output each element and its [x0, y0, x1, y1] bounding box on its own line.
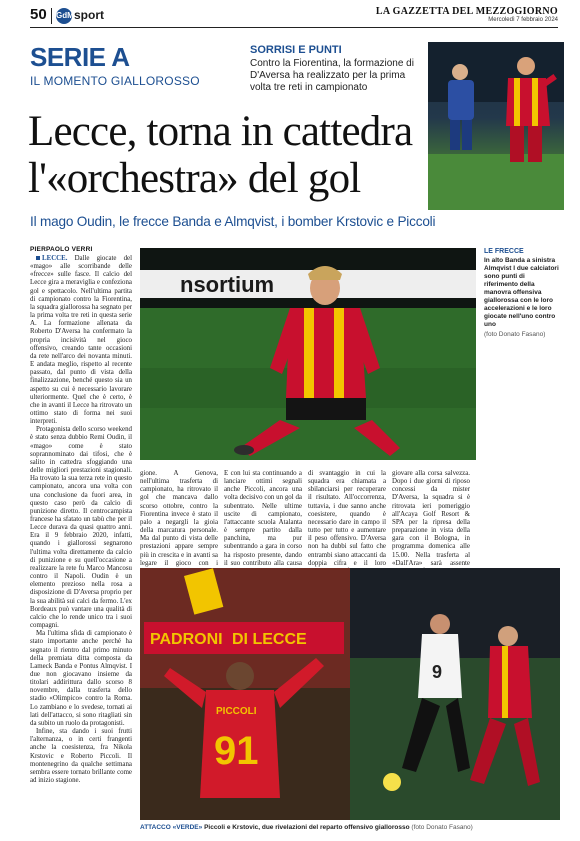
article-column-b1: gione. A Genova, nell'ultima trasferta di campionato, ha ritrovato il gol che mancava dallo scorso ottobre, contro la Fiorentina invece è stato il palo a negargli la gioia della marcatura personale. Ma dal punto di vista delle prestazioni appare sempre più in crescita e in avanti sa legare il gioco con i [140, 470, 218, 567]
article-column-left [30, 255, 132, 830]
celebration-illustration [428, 42, 564, 210]
caption-title: LE FRECCE [484, 248, 524, 255]
bottom-caption-body: Piccoli e Krstovic, due rivelazioni del reparto offensivo giallorosso [204, 824, 410, 831]
main-photo-caption [484, 248, 560, 339]
dateline: LECCE. [42, 255, 68, 262]
jersey-name: PICCOLI [216, 706, 257, 717]
paragraph-marker-icon [36, 256, 40, 260]
paragraph-2: Protagonista dello scorso weekend è stato senza dubbio Remi Oudin, il «mago» come è stato soprannominato dai tifosi, che è salito in cattedra sfoggiando una delle migliori prestazioni stagionali. Ha trovato la sua terza rete in questo campionato, ancora una volta con una conclusione da fuori area, in questo caso però da calcio di punizione diretto. Il centrocampista francese ha sfatato un tabù che per il Lecce durava da quasi quattro anni. Era il 9 febbraio 2020, infatti, quando i giallorossi segnarono l'ultima volta direttamente da calcio di punizione e su quell'occasione a realizzare la rete fu Marco Mancosu contro il Napoli. Oudin è un elemento prezioso nella rosa a disposizione di D'Aversa proprio per la sua abilità sui calci da fermo. L'ex Bordeaux può vantare una qualità di calcio che lo rende unico tra i suoi compagni. [30, 426, 132, 630]
caption-body: In alto Banda a sinistra Almqvist I due calciatori sono punti di riferimento della manovra offensiva giallorossa con le loro accelerazioni e le loro giocate nell'uno contro uno [484, 257, 559, 328]
kneeling-player-illustration [140, 248, 476, 460]
stadium-banner-text: nsortium [180, 272, 275, 297]
bottom-caption-title: ATTACCO «VERDE» [140, 824, 203, 831]
paragraph-1 [30, 255, 132, 426]
issue-date: Mercoledì 7 febbraio 2024 [488, 17, 558, 23]
bottom-caption-credit: (foto Donato Fasano) [411, 824, 473, 831]
main-photo-kneeling-player [140, 248, 476, 460]
top-photo-celebration [428, 42, 564, 210]
opponent-jersey-number: 9 [432, 662, 443, 682]
paragraph-1-text: Dalle giocate del «mago» alle scorribande delle «frecce» sulle fasce. Il calcio del Lecce gira a meraviglia e confeziona gol e spettacolo. Nell'ultima partita di campionato contro la Fiorentina, la squadra giallorossa ha segnato per la prima volta tre reti in questa serie A. La formazione allenata da Roberto D'Aversa ha confermato la propria incisività nel gioco offensivo, creando tante occasioni da rete nell'arco dei novanta minuti. E andata meglio, rispetto al recente passato, dal punto di vista della finalizzazione, benché questo sia un aspetto su cui è necessario lavorare ulteriormente. Quel che è certo, è che in avanti il Lecce ha ritrovato un ottimo stato di forma nei suoi interpreti. [30, 255, 132, 426]
caption-credit: (foto Donato Fasano) [484, 331, 546, 338]
paragraph-4: Infine, sta dando i suoi frutti l'alternanza, o in certi frangenti anche la coesistenza, fra Nikola Krstovic e Roberto Piccoli. Il montenegrino da qualche settimana sembra essere tornato brillante come ad inizio stagione. [30, 728, 132, 784]
kicker-box [250, 44, 420, 94]
crowd-banner-text: PADRONI [150, 631, 223, 648]
page-header [30, 6, 558, 28]
kicker-body: Contro la Fiorentina, la formazione di D'Aversa ha realizzato per la prima volta tre reti in campionato [250, 58, 414, 93]
article-column-b2: E con lui sta continuando a lanciare ottimi segnali anche Piccoli, ancora una volta decisivo con un gol da subentrato. Nelle ultime uscite di campionato, l'attaccante scuola Atalanta è sempre partito dalla panchina, ma pur subentrando a gara in corso ha risposto presente, dando il suo contributo alla causa [224, 470, 302, 567]
newspaper-name: LA GAZZETTA DEL MEZZOGIORNO [375, 6, 558, 17]
headline [28, 108, 428, 202]
deck: Il mago Oudin, le frecce Banda e Almqvist, i bomber Krstovic e Piccoli [30, 214, 436, 229]
bottom-photo-caption [140, 824, 560, 831]
section-title: SERIE A [30, 42, 130, 72]
sport-section-logo [56, 8, 104, 24]
page-number: 50 [30, 6, 47, 23]
masthead [376, 6, 558, 23]
byline: PIERPAOLO VERRI [30, 246, 93, 253]
crowd-banner-text-2: DI LECCE [232, 631, 307, 648]
article-column-b3: di svantaggio in cui la squadra era chiamata a sbilanciarsi per recuperare il risultato. All'occorrenza, tuttavia, i due sanno anche coesistere, quando è necessario dare in campo il tutto per tutto e aumentare il peso offensivo. D'Aversa non ha dubbi sul fatto che entrambi siano attaccanti da doppia cifra e il loro [308, 470, 386, 567]
jersey-number: 91 [214, 729, 259, 773]
header-divider [51, 8, 52, 24]
article-column-b4: giovare alla corsa salvezza. Dopo i due giorni di riposo concessi da mister D'Aversa, la squadra si è ritrovata ieri pomeriggio all'Acaya Golf Resort & SPA per la ripresa della preparazione in vista della gara con il Bologna, in programma domenica alle 15.00. Nella trasferta al «Dall'Ara» sarà assente [392, 470, 470, 567]
sport-label: sport [74, 8, 104, 23]
headline-line-2: l'«orchestra» del gol [28, 155, 361, 202]
section-subtitle: IL MOMENTO GIALLOROSSO [30, 74, 200, 88]
paragraph-3: Ma l'ultima sfida di campionato è stato importante anche perché ha segnato il rientro dal primo minuto della premiata ditta composta da Lameck Banda e Pontus Almqvist. I due non giocavano insieme da titolari addirittura dallo scorso 8 novembre, dalla trasferta dello stadio «Olimpico» contro la Roma. Lo zambiano e lo svedese, tornati ai lati dell'attacco, si sono ritagliati sin da subito un ruolo da protagonisti. [30, 630, 132, 727]
section-heading [30, 44, 200, 88]
attack-illustration [140, 568, 560, 820]
kicker-title: SORRISI E PUNTI [250, 44, 342, 56]
headline-line-1: Lecce, torna in cattedra [28, 108, 413, 155]
bottom-photo-attack [140, 568, 560, 820]
gdm-badge-icon: GdM [56, 8, 72, 24]
